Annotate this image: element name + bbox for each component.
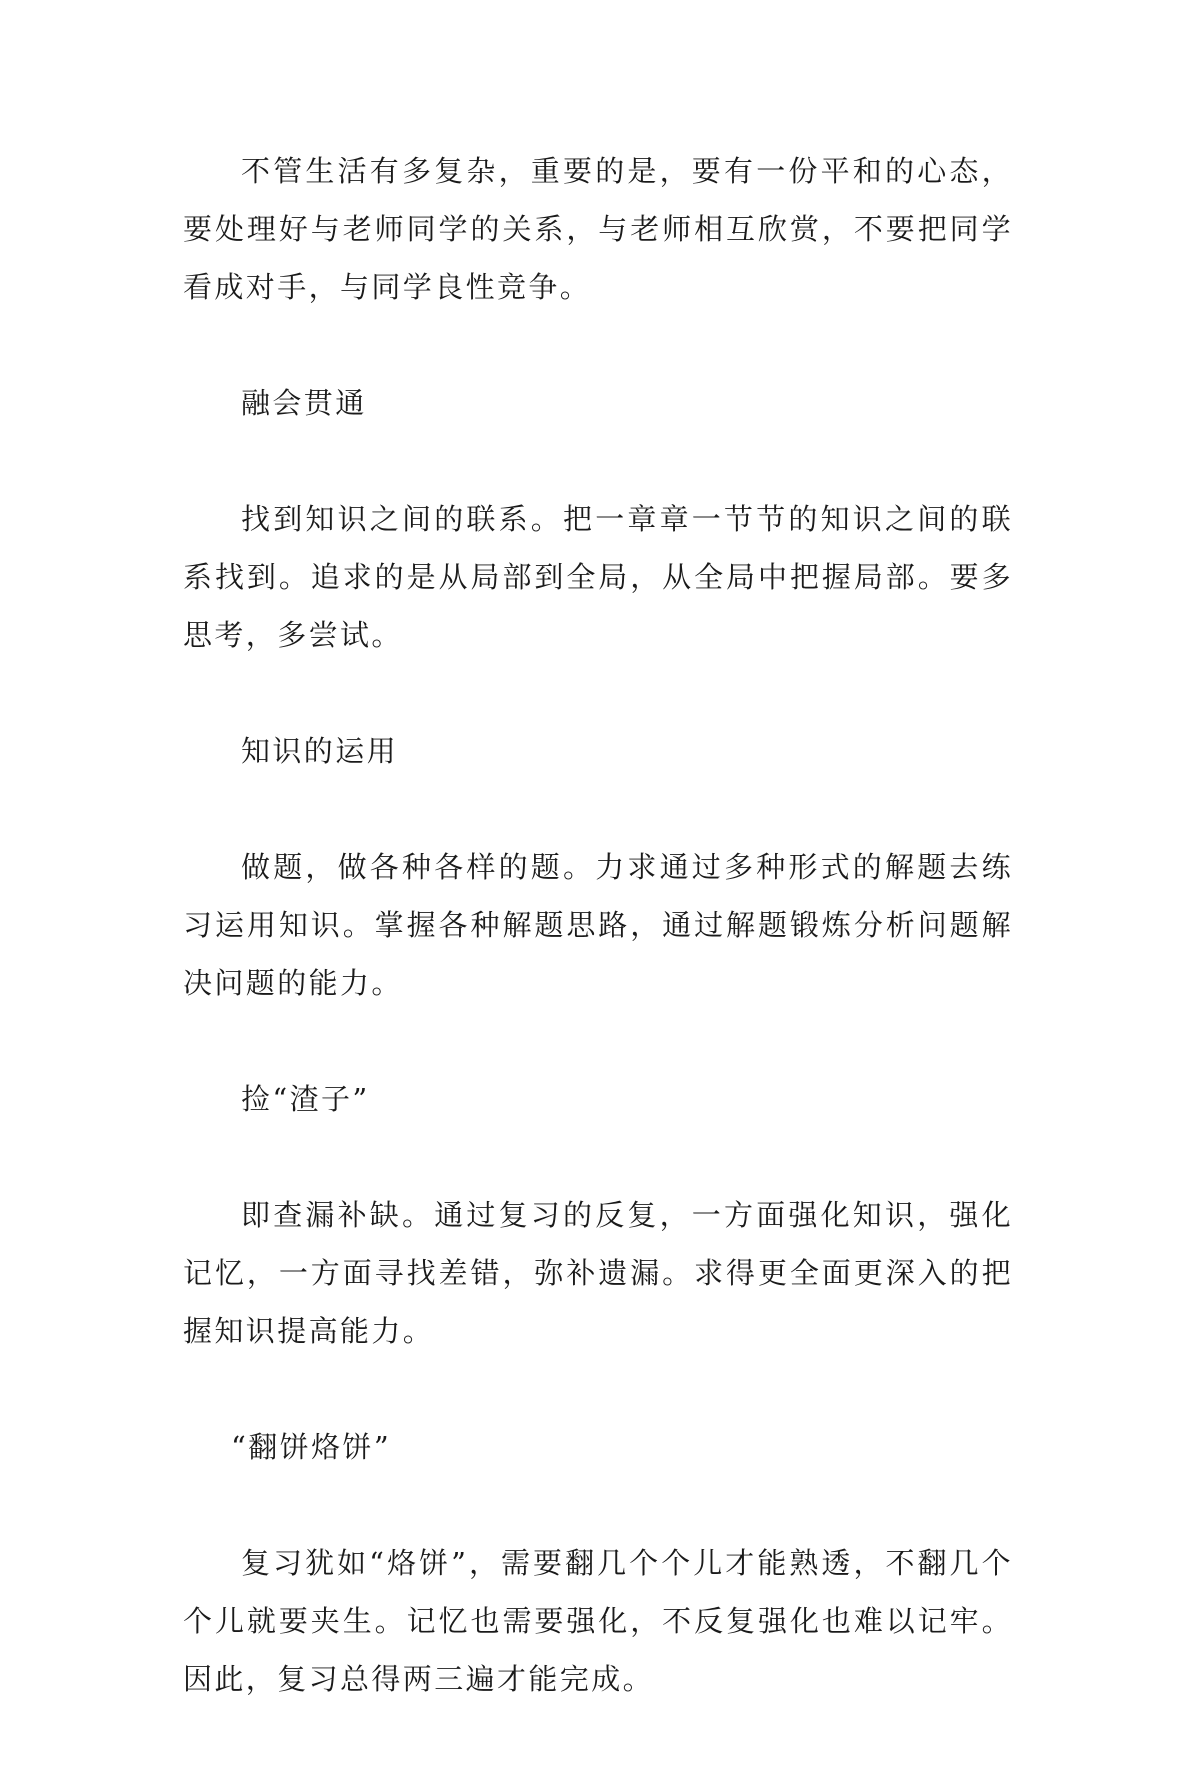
paragraph-pick-up-scraps: 即查漏补缺。通过复习的反复，一方面强化知识，强化记忆，一方面寻找差错，弥补遗漏。求得更全面更深入的把握知识提高能力。 [183, 1198, 1013, 1348]
paragraph-mindset: 不管生活有多复杂，重要的是，要有一份平和的心态，要处理好与老师同学的关系，与老师相互欣赏，不要把同学看成对手，与同学良性竞争。 [183, 154, 1013, 304]
document-body [183, 142, 1013, 1766]
paragraph-flip-pancake: 复习犹如“烙饼”，需要翻几个个儿才能熟透，不翻几个个儿就要夹生。记忆也需要强化，不反复强化也难以记牢。因此，复习总得两三遍才能完成。 [183, 1546, 1013, 1696]
heading-pick-up-scraps: 捡“渣子” [241, 1082, 370, 1116]
paragraph-knowledge-application: 做题，做各种各样的题。力求通过多种形式的解题去练习运用知识。掌握各种解题思路，通过解题锻炼分析问题解决问题的能力。 [183, 850, 1013, 1000]
heading-knowledge-application: 知识的运用 [241, 734, 399, 768]
heading-integration: 融会贯通 [241, 386, 367, 420]
paragraph-integration: 找到知识之间的联系。把一章章一节节的知识之间的联系找到。追求的是从局部到全局，从全局中把握局部。要多思考，多尝试。 [183, 502, 1013, 652]
heading-flip-pancake: “翻饼烙饼” [231, 1430, 392, 1464]
